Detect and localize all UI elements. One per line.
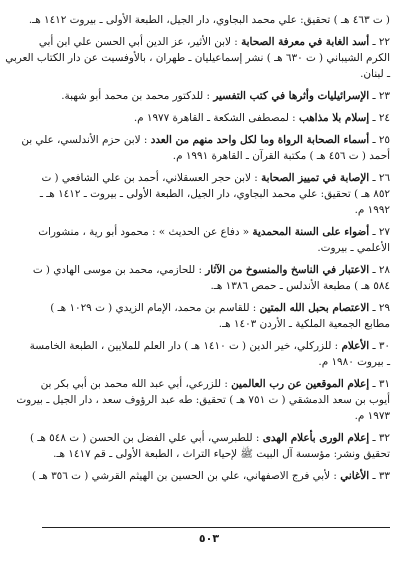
entry-number: ٣١ ـ <box>372 378 390 390</box>
entry-first-line <box>32 262 390 278</box>
bibliography-page <box>5 12 390 562</box>
entry-number: ٢٤ ـ <box>372 112 390 124</box>
entry-number: ٣٢ ـ <box>372 432 390 444</box>
entry-continuation-line <box>16 392 390 408</box>
entry-number: ٢٨ ـ <box>372 264 390 276</box>
entry-number: ٣٣ ـ <box>372 470 390 482</box>
entry-number: ٢٧ ـ <box>372 226 390 238</box>
bibliography-entry <box>40 300 390 332</box>
entry-text: تحقيق ونشر: مؤسسة آل البيت ﷺ لإحياء التراث ، الطبعة الأولى ـ قم ١٤١٧ هـ. <box>53 448 390 460</box>
entry-text: : للدكتور محمد بن محمد أبو شهبة. <box>61 90 210 102</box>
entry-text: : للطبرسي، أبي علي الفضل بن الحسن ( ت ٥٤٨ هـ ) <box>29 432 260 444</box>
entry-number: ٢٦ ـ <box>372 172 390 184</box>
entry-text: الكرم الشيباني ( ت ٦٣٠ هـ ) نشر إسماعيليان ـ طهران ، بالأوفسيت عن دار الكتاب العربي <box>5 52 390 64</box>
entry-text: : لابن حجر العسقلاني، أحمد بن علي الشافعي ( ت <box>41 172 258 184</box>
entry-title: أضواء على السنة المحمدية <box>252 226 370 238</box>
entry-text: : للقاسم بن محمد، الإمام الزيدي ( ت ١٠٢٩ هـ ) <box>50 302 257 314</box>
entry-title: إعلام الموقعين عن رب العالمين <box>231 378 370 390</box>
entry-first-line <box>28 12 390 28</box>
entry-first-line <box>40 376 390 392</box>
entry-text: ـ لبنان. <box>360 68 390 80</box>
entry-text: ـ بيروت ١٩٨٠ م. <box>318 356 390 368</box>
entry-first-line <box>40 224 390 240</box>
entry-continuation-line <box>40 316 390 332</box>
entry-number: ٣٠ ـ <box>372 340 390 352</box>
entry-text: ١٩٩٢ م. <box>354 204 390 216</box>
entry-first-line <box>40 34 390 50</box>
entry-text: أيوب بن سعد الدمشقي ( ت ٧٥١ هـ ) تحقيق: طه عبد الرؤوف سعد ، دار الجيل ـ بيروت <box>16 394 390 406</box>
entry-title: أسماء الصحابة الرواة وما لكل واحد منهم من العدد <box>150 134 370 146</box>
entry-text: : لابن حزم الأندلسي، علي بن <box>21 134 148 146</box>
entry-text: أحمد ( ت ٤٥٦ هـ ) مكتبة القرآن ـ القاهرة ١٩٩١ م. <box>172 150 390 162</box>
entry-first-line <box>29 338 390 354</box>
entry-number: ٢٩ ـ <box>372 302 390 314</box>
bibliography-entry <box>40 170 390 218</box>
bibliography-entry <box>29 338 390 370</box>
bibliography-entry <box>21 132 390 164</box>
bibliography-list <box>5 12 390 484</box>
entry-text: : للزركلي، خير الدين ( ت ١٤١٠ هـ ) دار العلم للملايين ، الطبعة الخامسة <box>29 340 339 352</box>
entry-text: الأعلمي ـ بيروت. <box>317 242 390 254</box>
entry-title: الاعتصام بحبل الله المتين <box>259 302 370 314</box>
entry-text: ٥٨٤ هـ ) مطبعة الأندلس ـ حمص ١٣٨٦ هـ. <box>210 280 390 292</box>
bibliography-entry <box>32 262 390 294</box>
entry-continuation-line <box>5 50 390 66</box>
entry-title: الإصابة في تمييز الصحابة <box>261 172 370 184</box>
bibliography-entry <box>40 88 390 104</box>
entry-text: : للزرعي، أبي عبد الله محمد بن أبي بكر بن <box>40 378 228 390</box>
entry-continuation-line <box>40 408 390 424</box>
entry-text: : لمصطفى الشكعة ـ القاهرة ١٩٧٧ م. <box>133 112 296 124</box>
entry-number: ٢٥ ـ <box>372 134 390 146</box>
entry-number: ٢٣ ـ <box>372 90 390 102</box>
entry-text: مطابع الجمعية الملكية ـ الأردن ١٤٠٣ هـ. <box>218 318 390 330</box>
entry-first-line <box>40 300 390 316</box>
entry-title: الاعتبار في الناسخ والمنسوخ من الآثار <box>205 264 370 276</box>
entry-first-line <box>40 88 390 104</box>
bibliography-entry <box>29 430 390 462</box>
entry-text: ٨٥٢ هـ ) تحقيق: علي محمد البجاوي، دار الجيل، الطبعة الأولى ـ بيروت ـ ١٤١٢ هـ ـ <box>39 188 390 200</box>
entry-text: ١٩٧٣ م. <box>354 410 390 422</box>
entry-continuation-line <box>40 446 390 462</box>
entry-text: ( ت ٤٦٣ هـ ) تحقيق: علي محمد البجاوي، دار الجيل، الطبعة الأولى ـ بيروت ١٤١٢ هـ. <box>28 14 390 26</box>
entry-first-line <box>40 110 390 126</box>
entry-title: إعلام الورى بأعلام الهدى <box>262 432 370 444</box>
entry-first-line <box>31 468 390 484</box>
entry-number: ٢٢ ـ <box>372 36 390 48</box>
entry-text: : لأبي فرج الاصفهاني، علي بن الحسين بن الهيثم القرشي ( ت ٣٥٦ هـ ) <box>31 470 337 482</box>
entry-text: : للحازمي، محمد بن موسى الهادي ( ت <box>32 264 202 276</box>
page-number: ٥٠٣ <box>198 532 220 545</box>
entry-continuation-line <box>40 202 390 218</box>
entry-title: الأعلام <box>341 340 370 352</box>
entry-continuation-line <box>40 354 390 370</box>
bibliography-entry <box>5 34 390 82</box>
entry-title: أسد الغابة في معرفة الصحابة <box>241 36 370 48</box>
entry-continuation-line <box>40 240 390 256</box>
entry-continuation-line <box>40 186 390 202</box>
entry-title: الأغاني <box>340 470 370 482</box>
bibliography-entry <box>28 12 390 28</box>
bibliography-entry <box>16 376 390 424</box>
entry-first-line <box>29 430 390 446</box>
entry-continuation-line <box>40 66 390 82</box>
entry-first-line <box>21 132 390 148</box>
bibliography-entry <box>40 110 390 126</box>
entry-text: « دفاع عن الحديث » : محمود أبو رية ، منشورات <box>38 226 250 238</box>
bibliography-entry <box>40 224 390 256</box>
entry-continuation-line <box>40 278 390 294</box>
entry-continuation-line <box>40 148 390 164</box>
entry-title: إسلام بلا مذاهب <box>299 112 370 124</box>
entry-first-line <box>40 170 390 186</box>
bibliography-entry <box>31 468 390 484</box>
entry-text: : لابن الأثير، عز الدين أبي الحسن علي ابن أبي <box>38 36 238 48</box>
entry-title: الإسرائيليات وأثرها في كتب التفسير <box>213 90 370 102</box>
footer-rule <box>42 527 390 528</box>
